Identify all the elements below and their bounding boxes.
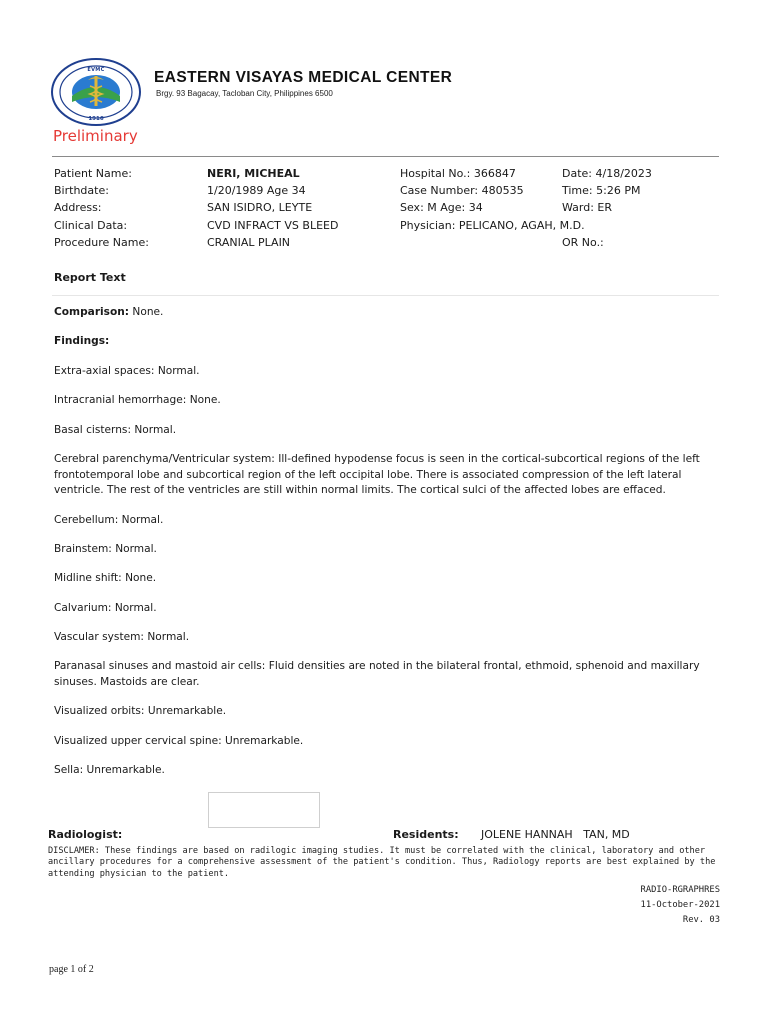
visit-info-blank <box>562 217 652 234</box>
residents-label: Residents: <box>393 828 459 841</box>
clinical-data-value: CVD INFRACT VS BLEED <box>207 218 339 232</box>
hospital-address: Brgy. 93 Bagacay, Tacloban City, Philippines 6500 <box>156 89 333 98</box>
finding-cerebellum: Cerebellum: Normal. <box>54 513 164 526</box>
form-code: RADIO-RGRAPHRES <box>640 885 720 895</box>
finding-hemorrhage: Intracranial hemorrhage: None. <box>54 394 221 407</box>
page-number: page 1 of 2 <box>49 964 94 975</box>
svg-text:1916: 1916 <box>88 116 104 122</box>
finding-calvarium: Calvarium: Normal. <box>54 601 157 614</box>
report-divider <box>52 295 719 296</box>
comparison-label: Comparison: <box>54 306 130 318</box>
visit-date: Date: 4/18/2023 <box>562 167 652 180</box>
residents-name: JOLENE HANNAH TAN, MD <box>481 828 630 841</box>
sex-age: Sex: M Age: 34 <box>400 201 483 215</box>
visit-time: Time: 5:26 PM <box>562 184 641 198</box>
finding-orbits: Visualized orbits: Unremarkable. <box>54 705 227 718</box>
finding-parenchyma: Cerebral parenchyma/Ventricular system: Ill-defined hypodense focus is seen in the cortical-subcortical regions of the left frontotemporal lobe and subcortical region of the left occipital lobe. There is associated compression of the left lateral ventricle. The rest of the ventricles are still within normal limits. The cortical sulci of the affected lobes are effaced. <box>54 452 700 497</box>
radiologist-label: Radiologist: <box>48 828 123 841</box>
hospital-info <box>400 165 585 251</box>
hospital-seal-logo <box>50 58 142 126</box>
or-number: OR No.: <box>562 235 604 249</box>
finding-vascular: Vascular system: Normal. <box>54 631 190 644</box>
finding-brainstem: Brainstem: Normal. <box>54 542 157 555</box>
finding-sinuses: Paranasal sinuses and mastoid air cells: Fluid densities are noted in the bilateral frontal, ethmoid, sphenoid and maxillary sinuses. Mastoids are clear. <box>54 660 700 689</box>
address-label: Address: <box>54 201 102 215</box>
hospital-name: EASTERN VISAYAS MEDICAL CENTER <box>154 69 453 86</box>
hospital-info-blank <box>400 234 585 251</box>
hospital-number: Hospital No.: 366847 <box>400 167 516 180</box>
report-status: Preliminary <box>53 127 138 145</box>
procedure-name-value: CRANIAL PLAIN <box>207 235 291 249</box>
address-value: SAN ISIDRO, LEYTE <box>207 201 313 215</box>
birthdate-label: Birthdate: <box>54 184 109 198</box>
signature-box <box>208 792 320 828</box>
comparison-value: None. <box>129 306 164 318</box>
finding-cervical-spine: Visualized upper cervical spine: Unremarkable. <box>54 734 304 747</box>
header-divider <box>52 156 719 157</box>
comparison-line <box>54 305 724 321</box>
form-info <box>641 883 720 928</box>
birthdate-value: 1/20/1989 Age 34 <box>207 184 306 198</box>
finding-sella: Sella: Unremarkable. <box>54 764 165 777</box>
ward: Ward: ER <box>562 201 613 215</box>
physician: Physician: PELICANO, AGAH, M.D. <box>400 218 585 232</box>
report-text-heading: Report Text <box>54 271 126 284</box>
form-revision: Rev. 03 <box>682 915 720 925</box>
finding-midline-shift: Midline shift: None. <box>54 572 157 585</box>
finding-extra-axial: Extra-axial spaces: Normal. <box>54 364 200 377</box>
procedure-name-label: Procedure Name: <box>54 235 149 249</box>
patient-name-label: Patient Name: <box>54 167 132 180</box>
report-body <box>54 305 724 793</box>
form-date: 11-October-2021 <box>640 900 720 910</box>
case-number: Case Number: 480535 <box>400 184 524 198</box>
disclaimer-text: DISCLAMER: These findings are based on radilogic imaging studies. It must be correlated with the clinical, laboratory and other ancillary procedures for a comprehensive assessment of the patient's condition. Thus, Radiology reports are best explained by the attending physician to the patient. <box>48 846 716 879</box>
finding-basal-cisterns: Basal cisterns: Normal. <box>54 423 177 436</box>
patient-name-value: NERI, MICHEAL <box>207 167 300 180</box>
patient-labels <box>54 165 149 251</box>
svg-text:EVMC: EVMC <box>87 67 105 73</box>
patient-values <box>207 165 338 251</box>
findings-label: Findings: <box>54 335 110 348</box>
visit-info <box>562 165 652 251</box>
clinical-data-label: Clinical Data: <box>54 218 128 232</box>
